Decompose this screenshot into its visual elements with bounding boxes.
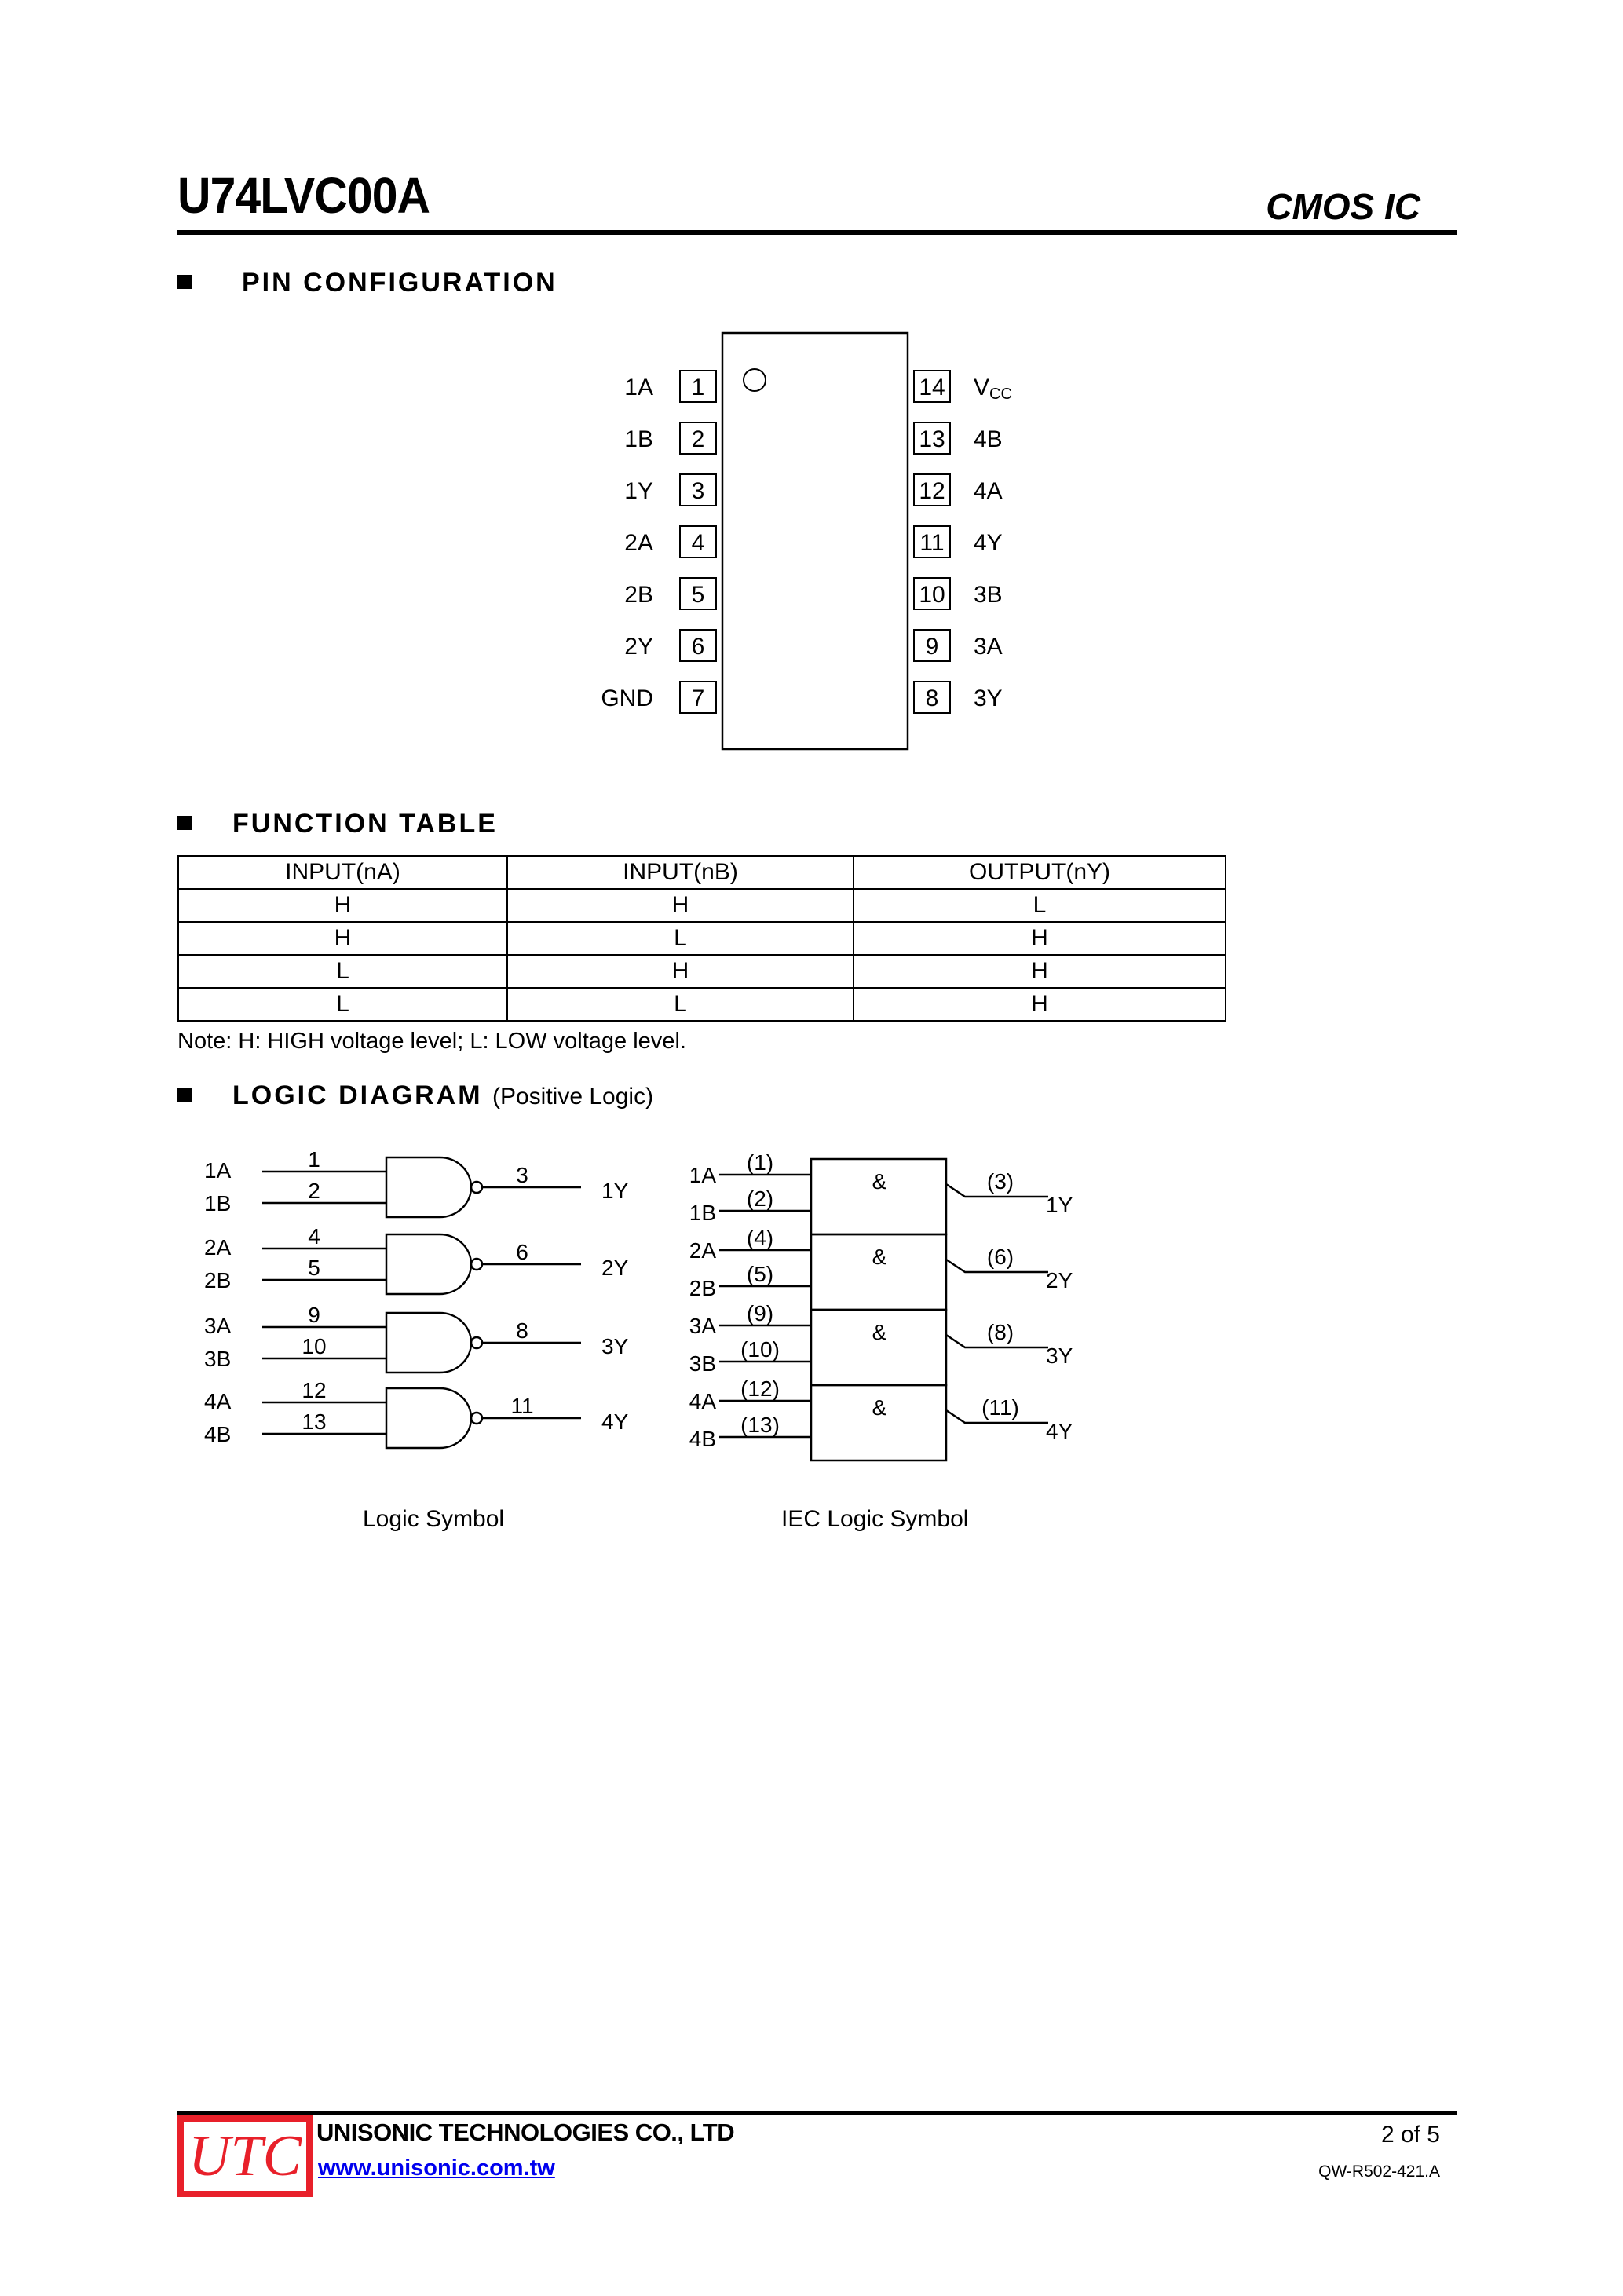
pin-label: 2A [624,530,653,556]
nand-gate-body [386,1234,471,1294]
section-heading-pin-configuration: PIN CONFIGURATION [177,268,557,298]
left-pin-group [601,371,716,713]
pin-number-b: (5) [746,1262,774,1286]
function-table-note: Note: H: HIGH voltage level; L: LOW voltage level. [177,1029,686,1054]
pin-number: 14 [919,375,945,400]
pin1-marker-icon [744,369,766,391]
input-label-b: 2B [689,1276,716,1300]
nand-gate-body [386,1157,471,1217]
table-row [178,955,1226,988]
category-title: CMOS IC [1266,186,1420,227]
section-heading-function-table: FUNCTION TABLE [177,809,498,839]
table-cell: H [178,889,507,922]
pin-label: 4B [974,426,1003,452]
input-label-b: 4B [204,1422,232,1446]
pin-label: 3B [974,582,1003,608]
iec-logic-symbol-diagram [667,1139,1107,1484]
column-header: INPUT(nA) [178,856,507,889]
nand-gate-group [204,1147,629,1448]
iec-gate-group [689,1150,1073,1461]
input-label-b: 4B [689,1427,716,1451]
inversion-bubble-icon [471,1413,482,1424]
table-cell: H [507,889,854,922]
input-label-b: 2B [204,1268,232,1292]
table-row [178,988,1226,1021]
pin-number: 2 [691,426,705,452]
pin-number: 5 [691,582,705,608]
input-label-a: 2A [204,1235,232,1260]
pin-label: 2Y [624,634,653,660]
pin-number-b: 5 [308,1256,320,1280]
pin-number: 12 [919,478,945,504]
output-label: 1Y [1046,1193,1073,1217]
pin-number: 11 [919,530,945,556]
utc-logo-text: UTC [188,2124,302,2188]
table-cell: L [178,955,507,988]
footer-rule [177,2111,1457,2115]
pin-number-y: 8 [516,1318,528,1343]
pin-number-b: (2) [746,1186,774,1211]
input-label-b: 1B [689,1201,716,1225]
pin-number-y: (6) [986,1245,1014,1269]
and-symbol: & [872,1320,887,1344]
and-symbol: & [872,1245,887,1269]
output-label: 2Y [601,1256,629,1280]
pin-label: GND [601,686,653,711]
pin-number-a: 4 [308,1224,320,1249]
pin-label: 1Y [624,478,653,504]
pin-number-a: 12 [302,1378,327,1402]
pin-number-y: (11) [981,1395,1019,1420]
pin-number-y: 6 [516,1240,528,1264]
input-label-a: 3A [689,1314,716,1338]
pin-label: 2B [624,582,653,608]
table-row [178,889,1226,922]
pin-label: VCC [974,375,1012,403]
pin-number-a: (4) [746,1226,774,1250]
pin-number-a: (1) [746,1150,774,1175]
pin-number-b: 10 [302,1334,327,1358]
output-label: 4Y [1046,1419,1073,1443]
input-label-a: 4A [204,1389,232,1413]
table-header-row [178,856,1226,889]
pin-label: 3A [974,634,1003,660]
pin-number-b: (13) [740,1413,780,1437]
output-label: 3Y [601,1334,629,1358]
table-cell: H [854,988,1226,1021]
right-pin-group [914,371,1012,713]
pin-number: 1 [691,375,705,400]
part-number-title: U74LVC00A [177,167,430,224]
pin-number-b: 2 [308,1179,320,1203]
pin-number: 4 [691,530,705,556]
pin-configuration-diagram [581,330,1068,754]
pin-label: 4A [974,478,1003,504]
function-table [177,855,1226,1022]
table-cell: H [178,922,507,955]
company-name: UNISONIC TECHNOLOGIES CO., LTD [316,2119,735,2146]
input-label-a: 2A [689,1238,716,1263]
pin-number: 10 [919,582,945,608]
iec-logic-symbol-caption: IEC Logic Symbol [781,1506,969,1532]
pin-label: 4Y [974,530,1003,556]
and-symbol: & [872,1169,887,1194]
page-number: 2 of 5 [1380,2122,1440,2148]
table-cell: L [507,922,854,955]
logic-symbol-caption: Logic Symbol [363,1506,505,1532]
pin-number-y: 11 [510,1394,534,1418]
table-cell: H [507,955,854,988]
pin-number: 7 [691,686,705,711]
input-label-a: 1A [689,1163,716,1187]
pin-number: 3 [691,478,705,504]
input-label-b: 1B [204,1191,232,1216]
nand-gate-body [386,1313,471,1373]
website-link[interactable]: www.unisonic.com.tw [318,2155,555,2181]
nand-gate-body [386,1388,471,1448]
output-label: 2Y [1046,1268,1073,1292]
input-label-a: 4A [689,1389,716,1413]
table-cell: H [854,922,1226,955]
pin-number-a: (9) [746,1301,774,1325]
pin-number: 6 [691,634,705,660]
pin-label: 1A [624,375,653,400]
output-label: 4Y [601,1409,629,1434]
document-code: QW-R502-421.A [1318,2163,1440,2181]
square-bullet-icon [177,275,192,289]
header-rule [177,230,1457,235]
input-label-b: 3B [689,1351,716,1376]
pin-number-b: 13 [302,1409,327,1434]
ic-package-body [722,333,908,749]
pin-number-y: (8) [986,1320,1014,1344]
inversion-bubble-icon [471,1259,482,1270]
table-cell: H [854,955,1226,988]
input-label-b: 3B [204,1347,232,1371]
pin-number: 13 [919,426,945,452]
inversion-bubble-icon [471,1337,482,1348]
table-cell: L [854,889,1226,922]
square-bullet-icon [177,816,192,830]
pin-number: 8 [925,686,939,711]
output-label: 3Y [1046,1344,1073,1368]
pin-label: 3Y [974,686,1003,711]
utc-logo [177,2115,313,2197]
pin-number-a: 9 [308,1303,320,1327]
square-bullet-icon [177,1088,192,1102]
pin-number-y: (3) [986,1169,1014,1194]
logic-symbol-diagram [181,1139,715,1484]
input-label-a: 1A [204,1158,232,1183]
pin-number-a: 1 [308,1147,320,1172]
pin-number-a: (12) [740,1377,780,1401]
pin-label: 1B [624,426,653,452]
pin-number: 9 [925,634,939,660]
and-symbol: & [872,1395,887,1420]
input-label-a: 3A [204,1314,232,1338]
column-header: OUTPUT(nY) [854,856,1226,889]
output-label: 1Y [601,1179,629,1203]
column-header: INPUT(nB) [507,856,854,889]
inversion-bubble-icon [471,1182,482,1193]
table-cell: L [507,988,854,1021]
section-heading-logic-diagram: LOGIC DIAGRAM (Positive Logic) [177,1080,653,1111]
table-row [178,922,1226,955]
pin-number-b: (10) [740,1337,780,1362]
table-cell: L [178,988,507,1021]
pin-number-y: 3 [516,1163,528,1187]
